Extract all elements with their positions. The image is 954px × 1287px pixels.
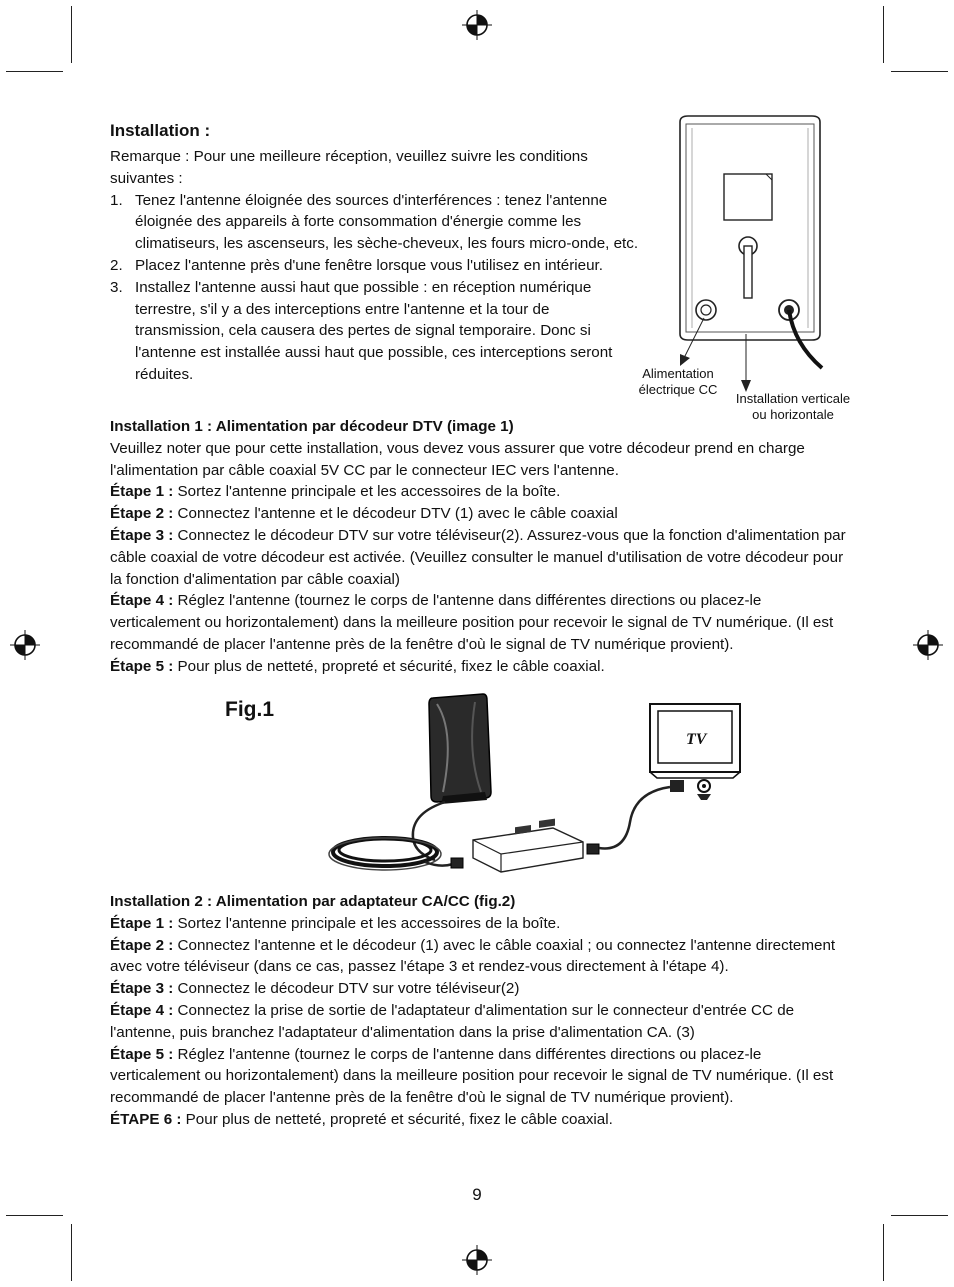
crop-mark [6,1215,63,1216]
intro-text [110,146,655,386]
crop-mark [891,1215,948,1216]
registration-mark-icon [461,1244,493,1276]
step: Étape 5 : Réglez l'antenne (tournez le corps de l'antenne dans différentes directions ou placez-le verticalement ou horizontalement) dans la meilleure position pour recevoir le signal de TV numérique. (Il est recommandé de placer l'antenne près de la fenêtre d'où le signal de TV numérique provient). [110,1045,834,1107]
conditions-list [110,190,655,386]
section-title: Installation 2 : Alimentation par adaptateur CA/CC (fig.2) [110,893,516,910]
registration-mark-icon [912,629,944,661]
crop-mark [883,6,884,63]
installation-2 [110,891,850,1131]
list-item: 2. Placez l'antenne près d'une fenêtre lorsque vous l'utilisez en intérieur. [110,256,603,274]
page-number: 9 [472,1185,482,1204]
crop-mark [6,71,63,72]
list-item: 1. Tenez l'antenne éloignée des sources d'interférences : tenez l'antenne éloignée des appareils à forte consommation d'énergie comme les climatiseurs, les ascenseurs, les sèche-cheveux, les fours micro-onde, etc. [110,191,639,253]
step: Étape 4 : Connectez la prise de sortie de l'adaptateur d'alimentation sur le connecteur d'entrée CC de l'antenne, puis branchez l'adaptateur d'alimentation dans la prise d'alimentation CA. (3) [110,1001,795,1041]
crop-mark [891,71,948,72]
figure-label: Fig.1 [225,698,275,721]
list-item: 3. Installez l'antenne aussi haut que possible : en réception numérique terrestre, s'il y a des interceptions entre l'antenne et la tour de transmission, cela causera des pertes de signal temporaire. Donc si l'antenne est installée aussi haut que possible, ces interceptions seront réduites. [110,278,613,383]
crop-mark [71,6,72,63]
step: Étape 3 : Connectez le décodeur DTV sur votre téléviseur(2). Assurez-vous que la fonction d'alimentation par câble coaxial de votre décodeur est activée. (Veuillez consulter le manuel d'utilisation de votre décodeur pour la fonction d'alimentation par câble coaxial) [110,526,846,588]
installation-1 [110,416,850,678]
crop-mark [71,1224,72,1281]
step: ÉTAPE 6 : Pour plus de netteté, propreté et sécurité, fixez le câble coaxial. [110,1110,613,1128]
step: Étape 1 : Sortez l'antenne principale et les accessoires de la boîte. [110,483,561,501]
caption-mount: Installation verticale ou horizontale [735,391,851,422]
step: Étape 3 : Connectez le décodeur DTV sur votre téléviseur(2) [110,980,520,998]
note: Veuillez noter que pour cette installation, vous devez vous assurer que votre décodeur prend en charge l'alimentation par câble coaxial 5V CC par le connecteur IEC vers l'antenne. [110,439,805,479]
section-title: Installation 1 : Alimentation par décodeur DTV (image 1) [110,418,514,435]
registration-mark-icon [9,629,41,661]
figure-1-illustration [325,692,750,880]
tv-label: TV [686,731,707,748]
section-title: Installation : [110,121,211,140]
step: Étape 5 : Pour plus de netteté, propreté et sécurité, fixez le câble coaxial. [110,657,605,675]
step: Étape 2 : Connectez l'antenne et le décodeur DTV (1) avec le câble coaxial [110,505,618,523]
remark: Remarque : Pour une meilleure réception, veuillez suivre les conditions suivantes : [110,148,588,187]
registration-mark-icon [461,9,493,41]
caption-power: Alimentation électrique CC [638,366,718,397]
step: Étape 2 : Connectez l'antenne et le décodeur (1) avec le câble coaxial ; ou connectez l'antenne directement avec votre téléviseur (dans ce cas, passez l'étape 3 et rendez-vous directement à l'étape 4). [110,936,836,976]
step: Étape 4 : Réglez l'antenne (tournez le corps de l'antenne dans différentes directions ou placez-le verticalement ou horizontalement) dans la meilleure position pour recevoir le signal de TV numérique. (Il est recommandé de placer l'antenne près de la fenêtre d'où le signal de TV numérique provient). [110,592,834,653]
step: Étape 1 : Sortez l'antenne principale et les accessoires de la boîte. [110,914,561,932]
crop-mark [883,1224,884,1281]
